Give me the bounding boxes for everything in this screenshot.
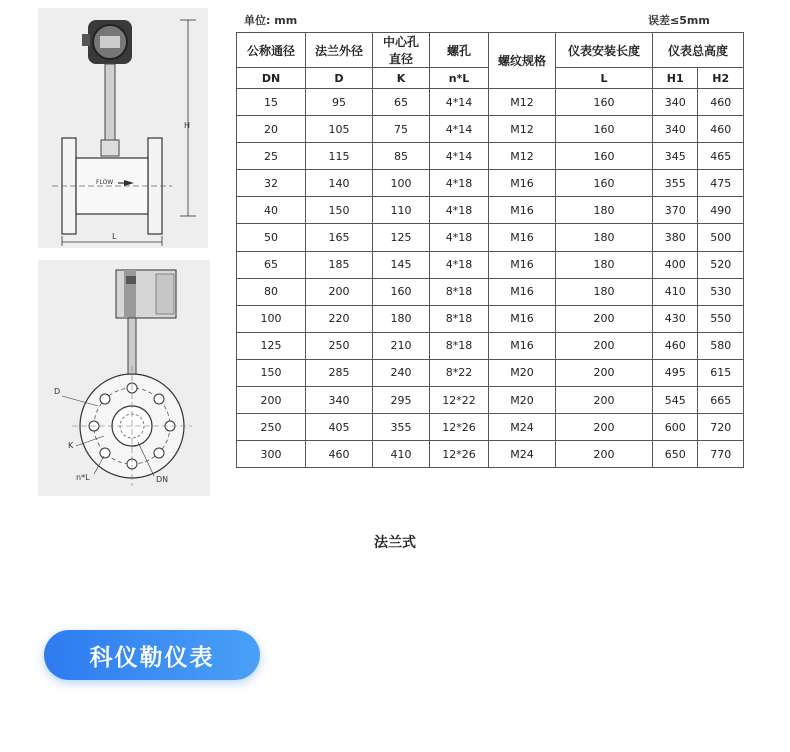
brand-badge <box>44 630 260 680</box>
table-cell: 185 <box>306 251 373 278</box>
table-cell: 8*18 <box>430 332 489 359</box>
table-row <box>237 305 744 332</box>
table-cell: 20 <box>237 116 306 143</box>
dimension-table <box>236 32 744 468</box>
table-cell: 160 <box>556 116 653 143</box>
table-cell: 12*26 <box>430 441 489 468</box>
table-cell: 8*18 <box>430 305 489 332</box>
mount-type-caption: 法兰式 <box>374 535 416 551</box>
table-cell: 200 <box>556 305 653 332</box>
table-cell: 12*22 <box>430 387 489 414</box>
table-cell: 600 <box>653 414 698 441</box>
table-cell: M12 <box>489 143 556 170</box>
header-k-line1: 中心孔 <box>382 35 419 49</box>
nl-label: n*L <box>76 473 90 482</box>
table-cell: 150 <box>306 197 373 224</box>
table-cell: 150 <box>237 359 306 386</box>
table-cell: 615 <box>698 359 744 386</box>
table-row <box>237 116 744 143</box>
table-cell: M24 <box>489 441 556 468</box>
table-cell: 250 <box>237 414 306 441</box>
table-cell: 115 <box>306 143 373 170</box>
table-cell: 200 <box>556 387 653 414</box>
table-cell: 665 <box>698 387 744 414</box>
table-cell: 180 <box>556 197 653 224</box>
table-cell: 550 <box>698 305 744 332</box>
table-cell: 380 <box>653 224 698 251</box>
header-length: 仪表安装长度 <box>556 33 653 68</box>
table-cell: 460 <box>698 89 744 116</box>
table-cell: 475 <box>698 170 744 197</box>
table-cell: M20 <box>489 359 556 386</box>
table-cell: 530 <box>698 278 744 305</box>
table-cell: M16 <box>489 170 556 197</box>
table-cell: 465 <box>698 143 744 170</box>
d-label: D <box>54 387 61 396</box>
table-cell: 370 <box>653 197 698 224</box>
table-cell: 580 <box>698 332 744 359</box>
table-cell: 160 <box>373 278 430 305</box>
table-row <box>237 414 744 441</box>
table-cell: 65 <box>373 89 430 116</box>
table-cell: 210 <box>373 332 430 359</box>
sub-dn: DN <box>237 68 306 89</box>
table-cell: 400 <box>653 251 698 278</box>
unit-note: 单位: mm <box>244 14 298 27</box>
flowmeter-drawings <box>38 8 230 496</box>
table-cell: M12 <box>489 89 556 116</box>
table-cell: M20 <box>489 387 556 414</box>
table-cell: 285 <box>306 359 373 386</box>
table-cell: 180 <box>556 251 653 278</box>
table-row <box>237 197 744 224</box>
table-cell: 720 <box>698 414 744 441</box>
meter-stem <box>105 64 115 149</box>
table-cell: 80 <box>237 278 306 305</box>
header-thread: 螺纹规格 <box>489 33 556 89</box>
table-cell: 410 <box>653 278 698 305</box>
table-cell: M16 <box>489 305 556 332</box>
table-cell: M24 <box>489 414 556 441</box>
header-k <box>373 33 430 68</box>
table-cell: 340 <box>653 116 698 143</box>
table-cell: 4*14 <box>430 89 489 116</box>
dn-label: DN <box>156 475 169 484</box>
table-cell: 405 <box>306 414 373 441</box>
table-row <box>237 359 744 386</box>
table-cell: 430 <box>653 305 698 332</box>
table-row <box>237 251 744 278</box>
table-cell: 180 <box>556 278 653 305</box>
table-cell: 125 <box>237 332 306 359</box>
table-cell: 95 <box>306 89 373 116</box>
table-cell: 50 <box>237 224 306 251</box>
sub-l: L <box>556 68 653 89</box>
table-cell: 85 <box>373 143 430 170</box>
table-cell: 4*18 <box>430 197 489 224</box>
table-cell: 140 <box>306 170 373 197</box>
table-cell: M16 <box>489 251 556 278</box>
header-k-line2: 直径 <box>388 52 413 66</box>
k-label: K <box>68 441 74 450</box>
table-cell: M16 <box>489 332 556 359</box>
table-cell: 520 <box>698 251 744 278</box>
table-cell: 4*18 <box>430 251 489 278</box>
table-cell: 8*22 <box>430 359 489 386</box>
table-cell: 460 <box>306 441 373 468</box>
table-cell: 110 <box>373 197 430 224</box>
table-cell: 460 <box>653 332 698 359</box>
table-row <box>237 387 744 414</box>
table-cell: 340 <box>653 89 698 116</box>
table-cell: 100 <box>237 305 306 332</box>
table-cell: 240 <box>373 359 430 386</box>
table-cell: 40 <box>237 197 306 224</box>
table-cell: 180 <box>373 305 430 332</box>
table-cell: 4*18 <box>430 170 489 197</box>
table-cell: 495 <box>653 359 698 386</box>
table-cell: M12 <box>489 116 556 143</box>
table-cell: 100 <box>373 170 430 197</box>
table-cell: 160 <box>556 143 653 170</box>
table-cell: 8*18 <box>430 278 489 305</box>
table-cell: 355 <box>653 170 698 197</box>
table-cell: 4*18 <box>430 224 489 251</box>
table-row <box>237 441 744 468</box>
table-cell: M16 <box>489 197 556 224</box>
table-cell: 200 <box>237 387 306 414</box>
header-height: 仪表总高度 <box>653 33 744 68</box>
table-cell: 200 <box>556 359 653 386</box>
table-cell: 460 <box>698 116 744 143</box>
table-cell: 250 <box>306 332 373 359</box>
table-cell: M16 <box>489 224 556 251</box>
table-cell: 200 <box>306 278 373 305</box>
table-cell: 125 <box>373 224 430 251</box>
table-cell: 65 <box>237 251 306 278</box>
table-row <box>237 332 744 359</box>
table-cell: 145 <box>373 251 430 278</box>
sub-nl: n*L <box>430 68 489 89</box>
table-cell: 180 <box>556 224 653 251</box>
table-cell: 220 <box>306 305 373 332</box>
table-row <box>237 278 744 305</box>
table-header-row <box>237 33 744 68</box>
sub-d: D <box>306 68 373 89</box>
table-cell: 200 <box>556 441 653 468</box>
table-cell: 650 <box>653 441 698 468</box>
header-dn: 公称通径 <box>237 33 306 68</box>
table-cell: 165 <box>306 224 373 251</box>
table-cell: 4*14 <box>430 116 489 143</box>
table-cell: 770 <box>698 441 744 468</box>
table-cell: 490 <box>698 197 744 224</box>
table-cell: 410 <box>373 441 430 468</box>
table-row <box>237 89 744 116</box>
tolerance-note: 误差≤5mm <box>648 14 710 27</box>
table-cell: 340 <box>306 387 373 414</box>
table-cell: 160 <box>556 89 653 116</box>
brand-name: 科仪勒仪表 <box>89 644 215 671</box>
header-d: 法兰外径 <box>306 33 373 68</box>
table-cell: 75 <box>373 116 430 143</box>
l-dimension-label: L <box>112 232 117 241</box>
table-cell: 500 <box>698 224 744 251</box>
table-cell: 200 <box>556 414 653 441</box>
table-cell: 200 <box>556 332 653 359</box>
h-dimension-label: H <box>184 121 191 130</box>
header-nl: 螺孔 <box>430 33 489 68</box>
table-cell: 25 <box>237 143 306 170</box>
table-cell: 15 <box>237 89 306 116</box>
sub-h2: H2 <box>698 68 744 89</box>
table-cell: 105 <box>306 116 373 143</box>
table-cell: 300 <box>237 441 306 468</box>
table-cell: 345 <box>653 143 698 170</box>
table-cell: 32 <box>237 170 306 197</box>
table-row <box>237 170 744 197</box>
table-cell: 355 <box>373 414 430 441</box>
table-cell: 295 <box>373 387 430 414</box>
sub-k: K <box>373 68 430 89</box>
table-row <box>237 143 744 170</box>
table-cell: 12*26 <box>430 414 489 441</box>
sub-h1: H1 <box>653 68 698 89</box>
table-cell: 545 <box>653 387 698 414</box>
flow-label: FLOW <box>96 179 114 186</box>
table-row <box>237 224 744 251</box>
table-cell: 160 <box>556 170 653 197</box>
table-cell: M16 <box>489 278 556 305</box>
table-cell: 4*14 <box>430 143 489 170</box>
